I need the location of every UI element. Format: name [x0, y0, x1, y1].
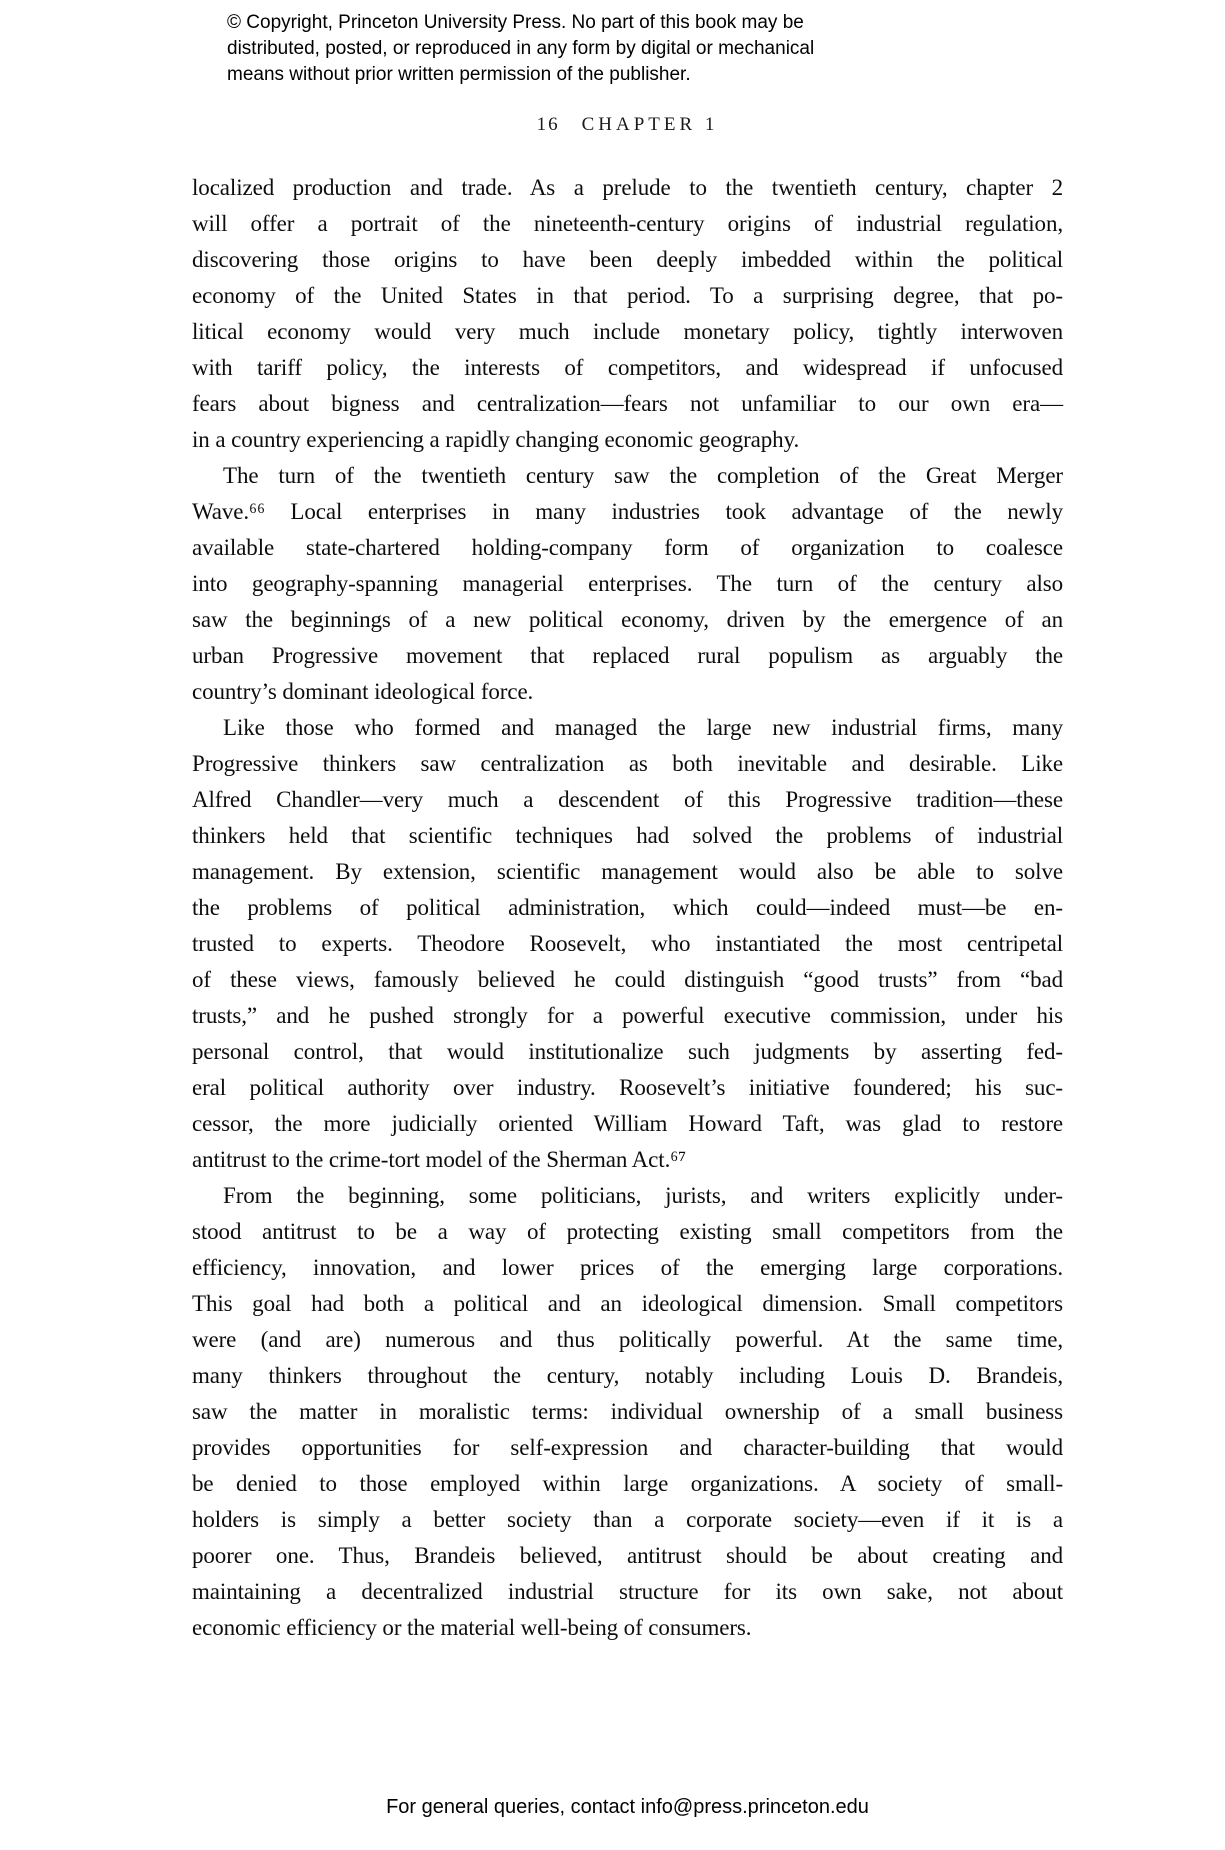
- body-line: provides opportunities for self-expression and character-building that would: [192, 1435, 1063, 1460]
- body-line: personal control, that would institutionalize such judgments by asserting fed-: [192, 1039, 1063, 1064]
- body-line: management. By extension, scientific management would also be able to solve: [192, 859, 1063, 884]
- copyright-notice: [227, 10, 814, 88]
- body-line: This goal had both a political and an ideological dimension. Small competitors: [192, 1291, 1063, 1316]
- body-line: discovering those origins to have been deeply imbedded within the political: [192, 247, 1063, 272]
- body-line: From the beginning, some politicians, jurists, and writers explicitly under-: [223, 1183, 1063, 1208]
- body-line: Progressive thinkers saw centralization as both inevitable and desirable. Like: [192, 751, 1063, 776]
- running-header: [192, 114, 1063, 136]
- body-line: cessor, the more judicially oriented William Howard Taft, was glad to restore: [192, 1111, 1063, 1136]
- body-text: [192, 170, 1063, 1646]
- paragraph: [192, 710, 1063, 1178]
- body-line: country’s dominant ideological force.: [192, 679, 534, 704]
- body-line: into geography-spanning managerial enterprises. The turn of the century also: [192, 571, 1063, 596]
- copyright-line: distributed, posted, or reproduced in any form by digital or mechanical: [227, 38, 815, 59]
- body-line: poorer one. Thus, Brandeis believed, antitrust should be about creating and: [192, 1543, 1063, 1568]
- body-line: holders is simply a better society than a corporate society—even if it is a: [192, 1507, 1063, 1532]
- body-line: fears about bigness and centralization—fears not unfamiliar to our own era—: [192, 391, 1063, 416]
- body-line: economic efficiency or the material well-being of consumers.: [192, 1615, 752, 1640]
- body-line: thinkers held that scientific techniques had solved the problems of industrial: [192, 823, 1063, 848]
- body-line: localized production and trade. As a prelude to the twentieth century, chapter 2: [192, 175, 1063, 200]
- body-line: eral political authority over industry. Roosevelt’s initiative foundered; his suc-: [192, 1075, 1063, 1100]
- chapter-title: CHAPTER 1: [581, 114, 719, 135]
- body-line: The turn of the twentieth century saw the completion of the Great Merger: [223, 463, 1063, 488]
- body-line: Wave.⁶⁶ Local enterprises in many industries took advantage of the newly: [192, 499, 1063, 524]
- body-line: saw the beginnings of a new political economy, driven by the emergence of an: [192, 607, 1063, 632]
- body-line: trusts,” and he pushed strongly for a powerful executive commission, under his: [192, 1003, 1063, 1028]
- body-line: stood antitrust to be a way of protecting existing small competitors from the: [192, 1219, 1063, 1244]
- body-line: antitrust to the crime-tort model of the Sherman Act.⁶⁷: [192, 1147, 687, 1172]
- body-line: the problems of political administration, which could—indeed must—be en-: [192, 895, 1063, 920]
- body-line: available state-chartered holding-company form of organization to coalesce: [192, 535, 1063, 560]
- page-footer: [192, 1796, 1063, 1819]
- body-line: in a country experiencing a rapidly changing economic geography.: [192, 427, 800, 452]
- body-line: trusted to experts. Theodore Roosevelt, who instantiated the most centripetal: [192, 931, 1063, 956]
- copyright-line: means without prior written permission of the publisher.: [227, 64, 691, 85]
- body-line: be denied to those employed within large organizations. A society of small-: [192, 1471, 1063, 1496]
- body-line: saw the matter in moralistic terms: individual ownership of a small business: [192, 1399, 1063, 1424]
- body-line: with tariff policy, the interests of competitors, and widespread if unfocused: [192, 355, 1063, 380]
- body-line: litical economy would very much include monetary policy, tightly interwoven: [192, 319, 1063, 344]
- body-line: urban Progressive movement that replaced rural populism as arguably the: [192, 643, 1063, 668]
- body-line: will offer a portrait of the nineteenth-century origins of industrial regulation,: [192, 211, 1063, 236]
- body-line: were (and are) numerous and thus politically powerful. At the same time,: [192, 1327, 1063, 1352]
- body-line: maintaining a decentralized industrial structure for its own sake, not about: [192, 1579, 1063, 1604]
- body-line: Like those who formed and managed the large new industrial firms, many: [223, 715, 1063, 740]
- body-line: Alfred Chandler—very much a descendent of this Progressive tradition—these: [192, 787, 1063, 812]
- body-line: efficiency, innovation, and lower prices of the emerging large corporations.: [192, 1255, 1063, 1280]
- footer-contact-text: For general queries, contact info@press.princeton.edu: [386, 1796, 869, 1818]
- paragraph: [192, 170, 1063, 458]
- paragraph: [192, 1178, 1063, 1646]
- paragraph: [192, 458, 1063, 710]
- body-line: of these views, famously believed he could distinguish “good trusts” from “bad: [192, 967, 1063, 992]
- copyright-line: © Copyright, Princeton University Press. No part of this book may be: [227, 12, 804, 33]
- page-number: 16: [536, 114, 560, 135]
- body-line: many thinkers throughout the century, notably including Louis D. Brandeis,: [192, 1363, 1063, 1388]
- body-line: economy of the United States in that period. To a surprising degree, that po-: [192, 283, 1063, 308]
